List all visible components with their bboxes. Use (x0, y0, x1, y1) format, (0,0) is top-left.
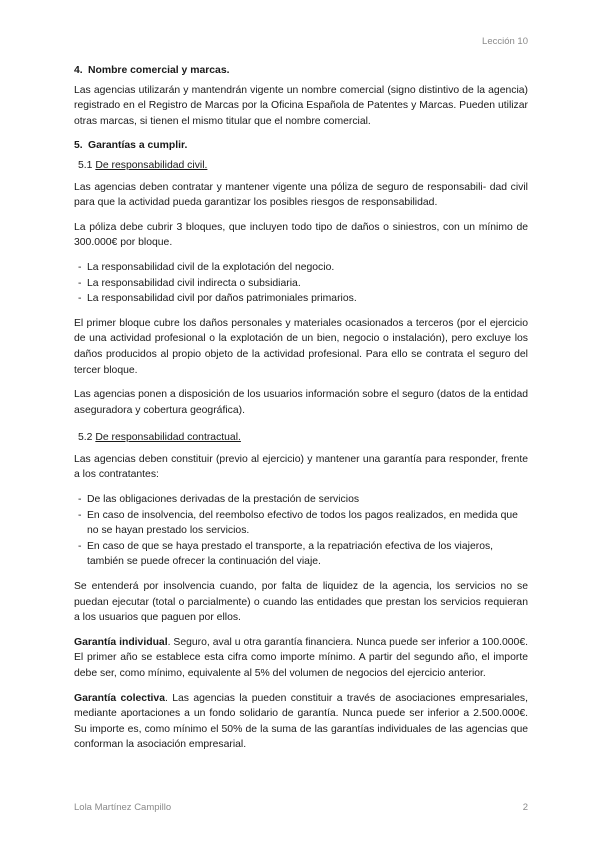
list-item: - De las obligaciones derivadas de la prestación de servicios (74, 492, 528, 508)
guarantee-individual-text: . Seguro, aval u otra garantía financiera. Nunca puede ser inferior a 100.000€. El primer año se establece esta cifra como importe mínimo. A partir del segundo año, el importe debe ser, como mínimo, equivalente al 5% del volumen de negocios del ejercicio anterior. (74, 636, 528, 679)
subsection-5-2-paragraph-1: Las agencias deben constituir (previo al ejercicio) y mantener una garantía para responder, frente a los contratantes: (74, 453, 528, 481)
list-item: - En caso de que se haya prestado el transporte, a la repatriación efectiva de los viajeros, también se puede ofrecer la continuación del viaje. (74, 539, 528, 570)
list-item: - La responsabilidad civil por daños patrimoniales primarios. (74, 291, 528, 307)
section-5-heading (74, 138, 528, 154)
subsection-5-1-title: De responsabilidad civil. (95, 159, 208, 171)
section-5-number: 5. (74, 140, 83, 152)
subsection-5-2-number: 5.2 (78, 432, 93, 444)
subsection-5-2-list (74, 492, 528, 570)
subsection-5-1-paragraph-2: La póliza debe cubrir 3 bloques, que incluyen todo tipo de daños o siniestros, con un mínimo de 300.000€ por bloque. (74, 221, 528, 249)
page-content (74, 63, 528, 762)
subsection-5-2-title: De responsabilidad contractual. (95, 432, 241, 444)
list-item: - La responsabilidad civil indirecta o subsidiaria. (74, 276, 528, 292)
subsection-5-1-heading (78, 158, 528, 174)
section-4-title: Nombre comercial y marcas. (88, 65, 230, 76)
guarantee-collective-text: . Las agencias la pueden constituir a través de asociaciones empresariales, mediante aportaciones a un fondo solidario de garantía. Nunca puede ser inferior a 2.500.000€. Su importe es, como mínimo el 50% de la suma de las garantías individuales de las agencias que conforman la asociación empresarial. (74, 692, 528, 751)
subsection-5-2-paragraph-2: Se entenderá por insolvencia cuando, por falta de liquidez de la agencia, los servicios no se puedan ejecutar (total o parcialmente) o cuando las entidades que prestan los servicios requieran a los usuarios que paguen por ellos. (74, 581, 528, 624)
subsection-5-1-paragraph-3: El primer bloque cubre los daños personales y materiales ocasionados a terceros (por el ejercicio de una actividad profesional o la explotación de un bien, negocio o instalación), pero excluye los daños producidos al propio objeto de la actividad profesional. Para ello se contrata el seguro del tercer bloque. (74, 317, 528, 376)
section-4-heading (74, 63, 528, 79)
subsection-5-2-heading (78, 430, 528, 446)
list-item: - La responsabilidad civil de la explotación del negocio. (74, 260, 528, 276)
subsection-5-1-paragraph-1: Las agencias deben contratar y mantener vigente una póliza de seguro de responsabili- dad civil para que la actividad pueda garantizar los posibles riesgos de responsabilidad. (74, 181, 528, 209)
section-4-paragraph: Las agencias utilizarán y mantendrán vigente un nombre comercial (signo distintivo de la agencia) registrado en el Registro de Marcas por la Oficina Española de Patentes y Marcas. Pueden utilizar otras marcas, si tienen el mismo titular que el nombre comercial. (74, 84, 528, 127)
guarantee-collective-paragraph (74, 691, 528, 753)
page-footer (74, 802, 528, 813)
guarantee-individual-paragraph (74, 635, 528, 682)
guarantee-collective-label: Garantía colectiva (74, 692, 165, 704)
subsection-5-1-paragraph-4: Las agencias ponen a disposición de los usuarios información sobre el seguro (datos de la entidad aseguradora y cobertura geográfica). (74, 389, 529, 416)
footer-author: Lola Martínez Campillo (74, 802, 172, 813)
list-item: - En caso de insolvencia, del reembolso efectivo de todos los pagos realizados, en medida que no se hayan prestado los servicios. (74, 508, 528, 539)
guarantee-individual-label: Garantía individual (74, 636, 168, 648)
subsection-5-1-number: 5.1 (78, 159, 93, 171)
section-4-number: 4. (74, 65, 83, 76)
subsection-5-1-list (74, 260, 528, 307)
section-5-title: Garantías a cumplir. (88, 140, 188, 152)
footer-page-number: 2 (522, 802, 528, 813)
page-header-lesson: Lección 10 (482, 36, 528, 47)
